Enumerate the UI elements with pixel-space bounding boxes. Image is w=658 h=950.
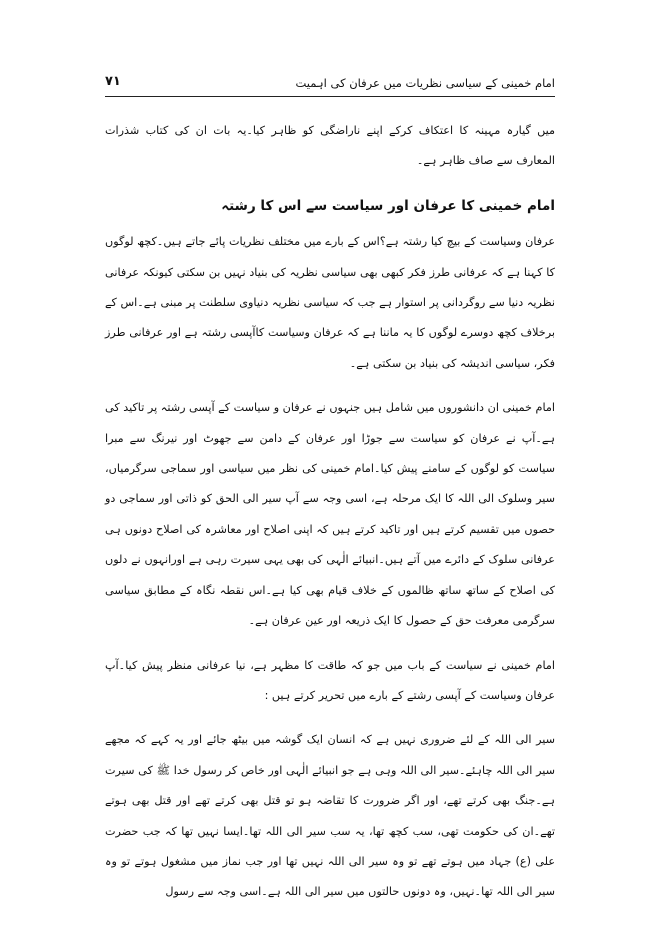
paragraph-khomeini: امام خمینی ان دانشوروں میں شامل ہیں جنہوں نے عرفان و سیاست کے آپسی رشتہ پر تاکید کی ہے۔آپ نے عرفان کو سیاست سے جوڑا اور عرفان کے دامن سے جھوٹ اور نیرنگ سے مبرا سیاست کو لوگوں کے سامنے پیش کیا۔امام خمینی کی نظر میں سیاسی اور سماجی سرگرمیاں، سیر وسلوک الی اللہ کا ایک مرحلہ ہے، اسی وجہ سے آپ سیر الی الحق کو ذاتی اور سماجی دو حصوں میں تقسیم کرتے ہیں اور تاکید کرتے ہیں کہ اپنی اصلاح اور معاشرہ کی اصلاح دونوں ہی عرفانی سلوک کے دائرے میں آتے ہیں۔انبیائے الٰہی کی بھی یہی سیرت رہی ہے اورانہوں نے دلوں کی اصلاح کے ساتھ ساتھ ظالموں کے خلاف قیام بھی کیا ہے۔اس نقطہ نگاہ کے مطابق سیاسی سرگرمی معرفت حق کے حصول کا ایک ذریعہ اور عین عرفان ہے۔ <box>105 401 555 628</box>
page-body <box>105 116 555 908</box>
running-title: امام خمینی کے سیاسی نظریات میں عرفان کی اہمیت <box>295 76 555 90</box>
paragraph-quote: سیر الی اللہ کے لئے ضروری نہیں ہے کہ انسان ایک گوشہ میں بیٹھ جائے اور یہ کہے کہ مجھے سیر الی اللہ چاہئے۔سیر الی اللہ وہی ہے جو انبیائے الٰہی اور خاص کر رسول خدا ﷺ کی سیرت ہے۔جنگ بھی کرتے تھے، اور اگر ضرورت کا تقاضہ ہو تو قتل بھی کرتے تھے اور قتل بھی ہوتے تھے۔ان کی حکومت تھی، سب کچھ تھا، یہ سب سیر الی اللہ تھا۔ایسا نہیں تھا کہ جب حضرت علی (ع) جہاد میں ہوتے تھے تو وہ سیر الی اللہ نہیں تھا اور جب نماز میں مشغول ہوتے تو وہ سیر الی اللہ تھا۔نہیں، وہ دونوں حالتوں میں سیر الی اللہ ہے۔اسی وجہ سے رسول <box>105 733 555 899</box>
section-heading: امام خمینی کا عرفان اور سیاست سے اس کا رشتہ <box>221 197 555 214</box>
page-header <box>105 74 555 97</box>
page-number: ۷۱ <box>105 74 121 89</box>
paragraph-views: عرفان وسیاست کے بیچ کیا رشتہ ہے؟اس کے بارے میں مختلف نظریات پائے جاتے ہیں۔کچھ لوگوں کا کہنا ہے کہ عرفانی طرز فکر کبھی بھی سیاسی نظریہ کی بنیاد نہیں بن سکتی کیونکہ عرفانی نظریہ دنیا سے روگردانی پر استوار ہے جب کہ سیاسی نظریہ دنیاوی سلطنت پر مبنی ہے۔اس کے برخلاف کچھ دوسرے لوگوں کا یہ ماننا ہے کہ عرفان وسیاست کاآپسی رشتہ ہے اور عرفانی طرز فکر، سیاسی اندیشہ کی بنیاد بن سکتی ہے۔ <box>105 235 555 370</box>
paragraph-intro: میں گیارہ مہینہ کا اعتکاف کرکے اپنے ناراضگی کو ظاہر کیا۔یہ بات ان کی کتاب شذرات المعارف سے صاف ظاہر ہے۔ <box>105 124 555 168</box>
paragraph-politics: امام خمینی نے سیاست کے باب میں جو کہ طاقت کا مظہر ہے، نیا عرفانی منظر پیش کیا۔آپ عرفان وسیاست کے آپسی رشتے کے بارے میں تحریر کرتے ہیں : <box>105 658 555 702</box>
